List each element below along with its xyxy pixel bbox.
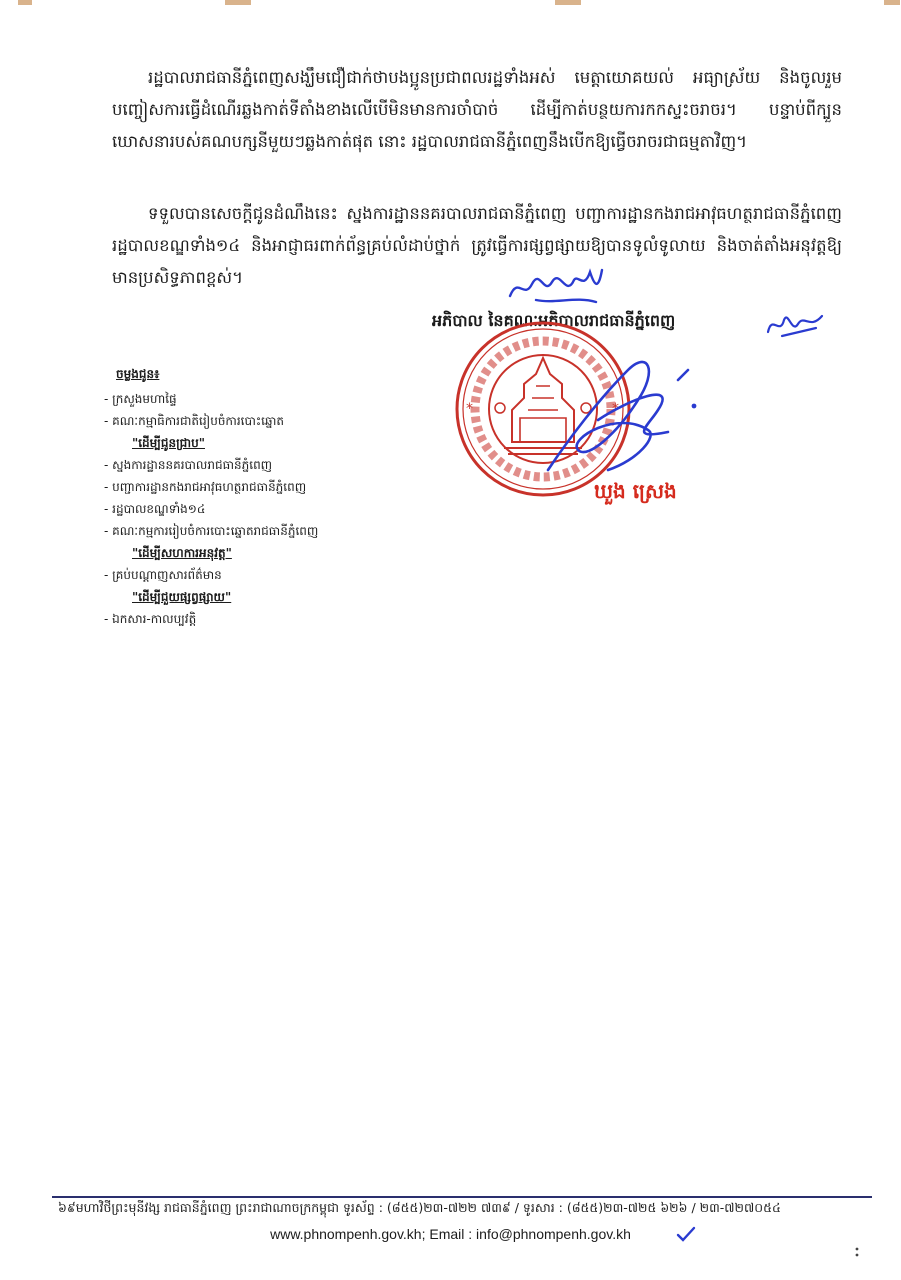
distribution-purpose: "ដើម្បីសហការអនុវត្ត" <box>132 546 232 560</box>
distribution-item: - ក្រសួងមហាផ្ទៃ <box>104 392 177 406</box>
distribution-item: - គណៈកម្មាធិការជាតិរៀបចំការបោះឆ្នោត <box>104 414 285 428</box>
margin-marks <box>852 1246 862 1258</box>
distribution-item: - គណៈកម្មការរៀបចំការបោះឆ្នោតរាជធានីភ្នំពេញ <box>104 524 319 538</box>
distribution-item: - ឯកសារ-កាលប្បវត្តិ <box>104 612 197 626</box>
handwritten-signature <box>508 340 708 490</box>
footer-contact: www.phnompenh.gov.kh; Email : info@phnompenh.gov.kh <box>270 1226 631 1242</box>
distribution-purpose: "ដើម្បីជួយផ្សព្វផ្សាយ" <box>132 590 232 604</box>
body-paragraph-2: ទទួលបានសេចក្តីជូនដំណឹងនេះ ស្នងការដ្ឋាននគរបាលរាជធានីភ្នំពេញ បញ្ជាការដ្ឋានកងរាជអាវុធហត្ថរាជធានីភ្នំពេញ រដ្ឋបាលខណ្ឌទាំង១៤ និងអាជ្ញាធរពាក់ព័ន្ធគ្រប់លំដាប់ថ្នាក់ ត្រូវធ្វើការផ្សព្វផ្សាយឱ្យបានទូលំទូលាយ និងចាត់តាំងអនុវត្តឱ្យមានប្រសិទ្ធភាពខ្ពស់។ <box>112 204 842 287</box>
svg-text:*: * <box>612 401 619 417</box>
top-decorative-band <box>0 0 901 6</box>
distribution-heading: ចម្លងជូន៖ <box>116 367 160 381</box>
distribution-list <box>104 366 318 630</box>
handwritten-initials-2 <box>762 306 826 340</box>
distribution-item: - ស្នងការដ្ឋាននគរបាលរាជធានីភ្នំពេញ <box>104 458 273 472</box>
signatory-title: អភិបាល នៃគណៈអភិបាលរាជធានីភ្នំពេញ <box>432 311 676 330</box>
signer-name: ឃួង ស្រេង <box>594 479 677 503</box>
distribution-item: - គ្រប់បណ្តាញសារព័ត៌មាន <box>104 568 222 582</box>
distribution-item: - រដ្ឋបាលខណ្ឌទាំង១៤ <box>104 502 206 516</box>
handwritten-initials <box>506 266 604 308</box>
check-mark-icon <box>676 1226 696 1242</box>
footer-address: ៦៩មហាវិថីព្រះមុនីវង្ស រាជធានីភ្នំពេញ ព្រះរាជាណាចក្រកម្ពុជា ទូរស័ព្ទ : (៨៥៥)២៣-៧២២ ៧៣៩ / ទូរសារ : (៨៥៥)២៣-៧២៥ ៦២៦ / ២៣-៧២៧០៥៤ <box>58 1200 781 1215</box>
svg-text:*: * <box>466 401 473 417</box>
body-paragraph-1: រដ្ឋបាលរាជធានីភ្នំពេញសង្ឃឹមជឿជាក់ថាបងប្អូនប្រជាពលរដ្ឋទាំងអស់ មេត្តាយោគយល់ អធ្យាស្រ័យ និងចូលរួមបញ្ចៀសការធ្វើដំណើរឆ្លងកាត់ទីតាំងខាងលើបើមិនមានការចាំបាច់ ដើម្បីកាត់បន្ថយការកកស្ទះចរាចរ។ បន្ទាប់ពីក្បួនឃោសនារបស់គណបក្សនីមួយៗឆ្លងកាត់ផុត នោះ រដ្ឋបាលរាជធានីភ្នំពេញនឹងបើកឱ្យធ្វើចរាចរជាធម្មតាវិញ។ <box>112 68 842 151</box>
distribution-item: - បញ្ជាការដ្ឋានកងរាជអាវុធហត្ថរាជធានីភ្នំពេញ <box>104 480 307 494</box>
distribution-purpose: "ដើម្បីជូនជ្រាប" <box>132 436 205 450</box>
footer-rule <box>52 1196 872 1198</box>
